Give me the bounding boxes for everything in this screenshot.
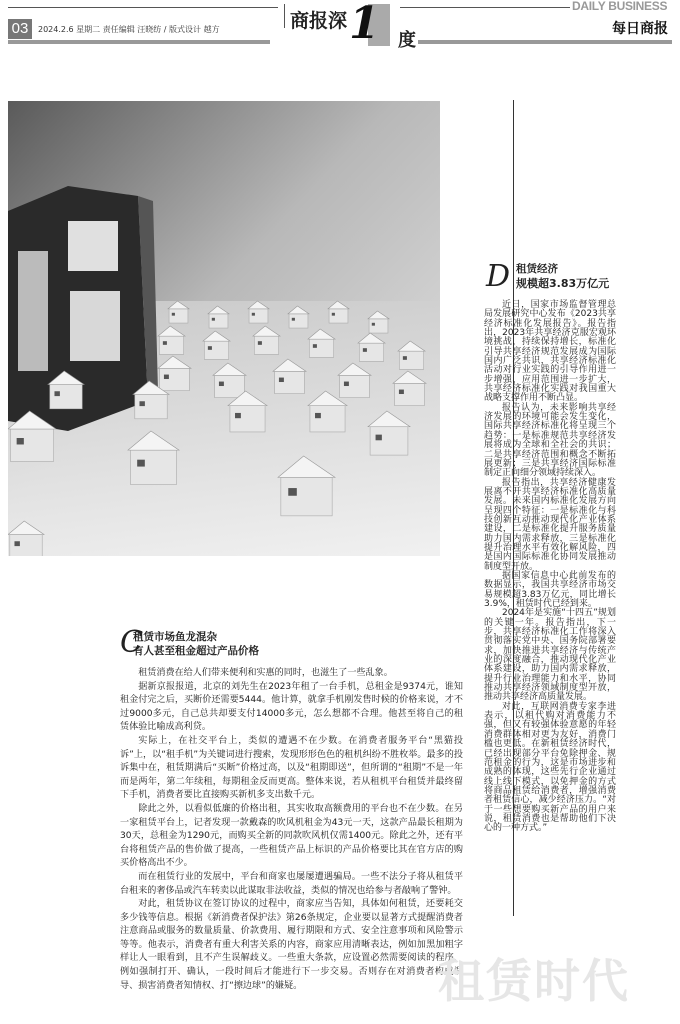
paragraph: 据新京报报道，北京的刘先生在2023年租了一台手机，总租金是9374元，谁知租金付完之后，买断价还需要5444。他计算，就拿手机刚发售时候的价格来说，才不过9000多元，自己总共却要支付14000多元，怎么想都不合理。他甚至将自己的租赁体验比喻成高利贷。: [120, 681, 463, 733]
drop-letter-c: C: [120, 625, 143, 660]
paragraph: 据国家信息中心此前发布的数据显示，我国共享经济市场交易规模超3.83万亿元，同比增长3.9%，租赁时代已经到来。: [484, 570, 616, 609]
paragraph: 报告认为，未来影响共享经济发展的环境可能会发生变化，国际共享经济标准化将呈现三个趋势：一是标准规范共享经济发展将成为全球和全社会的共识；二是共享经济范围和概念不断拓展更新；三是共享经济国际标准制定正向细分领域持续深入。: [484, 402, 616, 479]
header-rule: [400, 7, 570, 8]
brand-number: 1: [349, 0, 380, 49]
paragraph: 实际上，在社交平台上，类似的遭遇不在少数。在消费者服务平台“黑猫投诉”上，以“租手机”为关键词进行搜索，发现形形色色的租机纠纷不胜枚举。最多的投诉集中在，租赁期满后“买断”价格过高，以及“租期即送”，但所谓的“租期”不是一年而是两年，第二年续租，每期租金反而更高。整体来说，若从租机平台租赁并最终留下手机，消费者要比直接购买新机多支出数千元。: [120, 735, 463, 801]
section-brand-suffix: 度: [398, 30, 416, 51]
paragraph: 对此，互联网消费专家李进表示，以租代购对消费能力不强，但又有较强体验意愿的年轻消费群体相对更为友好，消费门槛也更低。在新租赁经济时代，已经出现部分平台免除押金、规范租金的行为，这是市场进步和成熟的体现，这些先行企业通过线上线下模式，以免押金的方式将商品租赁给消费者，增强消费者租赁信心，减少经济压力。“对于一些想要购买新产品的用户来说，租赁消费也是帮助他们下决心的一种方式。”: [484, 701, 616, 834]
paper-name: 每日商报: [612, 21, 668, 37]
section-brand: 商报深: [290, 10, 348, 32]
header-divider: [284, 4, 285, 28]
header-rule: [8, 40, 270, 44]
dateline: 2024.2.6 星期二 责任编辑 汪晓纺 / 版式设计 越方: [38, 25, 220, 34]
houses-photo: [8, 101, 440, 556]
english-masthead: DAILY BUSINESS: [572, 0, 668, 13]
paragraph: 报告指出，共享经济健康发展离不开共享经济标准化高质量发展。未来国内标准化发展方向呈现四个特征：一是标准化与科技创新互动推动现代化产业体系建设，二是标准化提升服务质量助力国内需求释放，三是标准化提升治理水平有效化解风险，四是国内国际标准化协同发展推动制度型开放。: [484, 477, 616, 572]
paragraph: 除此之外，以看似低廉的价格出租，其实收取高额费用的平台也不在少数。在另一家租赁平台上，记者发现一款戴森的吹风机租金为43元一天，这款产品最长租期为30天，总租金为1290元，而购买全新的同款吹风机仅需1400元。除此之外，还有平台将租赁产品的售价做了提高，一些租赁产品上标识的产品价格要比其在官方店的购买价格高出不少。: [120, 803, 463, 869]
drop-letter-d: D: [486, 259, 511, 294]
paragraph: 近日，国家市场监督管理总局发展研究中心发布《2023共享经济标准化发展报告》。报告指出，2023年共享经济克服宏观环境挑战，持续保持增长，标准化引导共享经济规范发展成为国际国内广泛共识，共享经济标准化活动对行业实践的引导作用进一步增强、应用范围进一步扩大，共享经济标准化实践对我国重大战略支撑作用不断凸显。: [484, 300, 616, 404]
article-c-title: 租赁市场鱼龙混杂: [133, 631, 217, 643]
watermark-title: 租赁时代: [438, 954, 630, 1008]
paragraph: 2024年是实施“十四五”规划的关键一年。报告指出，下一步，共享经济标准化工作将深入贯彻落实党中央、国务院部署要求，加快推进共享经济与传统产业的深度融合，推动现代化产业体系建设，助力国内需求释放，提升行业治理能力和水平，协同推动共享经济领域制度型开放，推动共享经济高质量发展。: [484, 608, 616, 703]
header-rule: [8, 7, 278, 8]
article-c-subtitle: 有人甚至租金超过产品价格: [133, 645, 259, 657]
article-d-subtitle: 规模超3.83万亿元: [516, 277, 610, 290]
article-d-title: 租赁经济: [516, 263, 558, 275]
paragraph: 租赁消费在给人们带来便利和实惠的同时，也滋生了一些乱象。: [138, 668, 393, 678]
paragraph: 对此，租赁协议在签订协议的过程中，商家应当告知，具体如何租赁，还要耗交多少钱等信息。根据《新消费者保护法》第26条规定，企业要以显著方式提醒消费者注意商品或服务的数量质量、价款费用、履行期限和方式、安全注意事项和风险警示等等。他表示，消费者有重大利害关系的内容，商家应用清晰表达，例如加黑加粗字样让人一眼看到，且不产生误解歧义。一些重大条款，应设置必然需要阅读的程序，例如强制打开、确认，一段时间后才能进行下一步交易。否则存在对消费者构成误导、损害消费者知情权、打“擦边球”的嫌疑。: [120, 899, 463, 991]
article-d-body: [484, 301, 616, 834]
paragraph: 而在租赁行业的发展中，平台和商家也屡屡遭遇骗局。一些不法分子将从租赁平台租来的奢侈品或汽车转卖以此谋取非法收益，类似的情况也给参与者敲响了警钟。: [120, 871, 463, 896]
article-c-body: [120, 667, 463, 993]
page-number: 03: [8, 19, 32, 39]
header-rule: [418, 40, 672, 44]
